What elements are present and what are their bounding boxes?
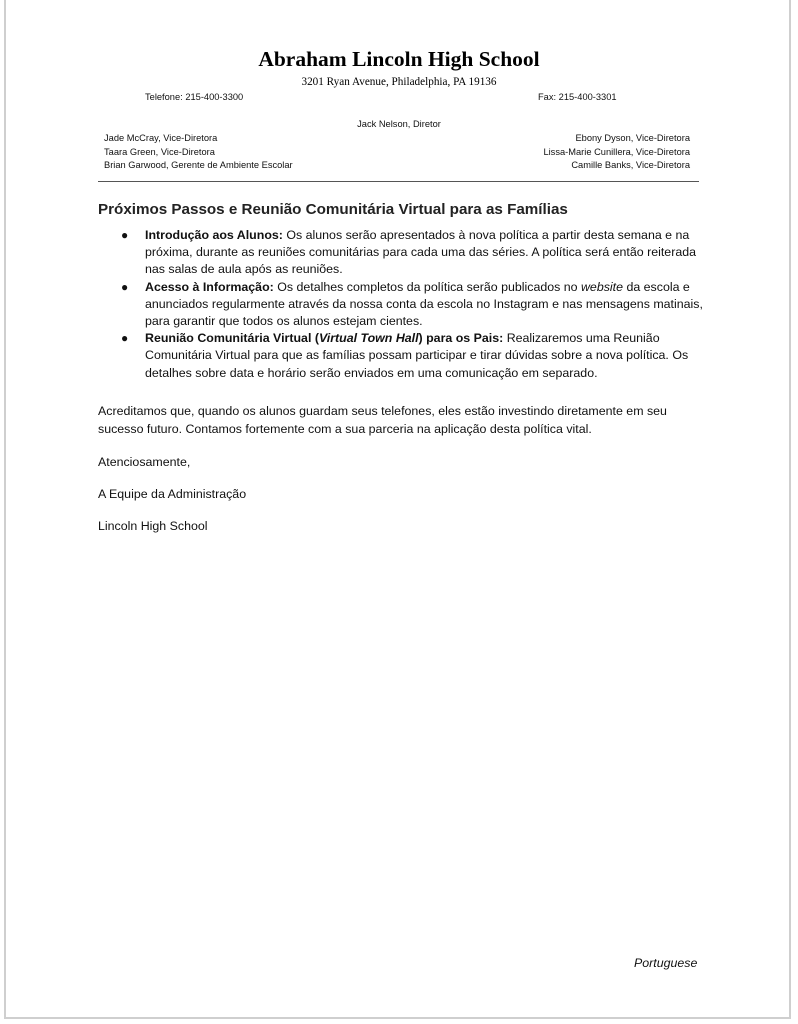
school-address: 3201 Ryan Avenue, Philadelphia, PA 19136 [301,76,497,88]
section-heading: Próximos Passos e Reunião Comunitária Virtual para as Famílias [98,201,568,218]
bullet-title-part: ) para os Pais: [418,331,504,346]
closing-paragraph: Acreditamos que, quando os alunos guardam seus telefones, eles estão investindo diretamente em seu sucesso futuro. Contamos fortemente com a sua parceria na aplicação desta política vital. [98,404,667,436]
staff-member: Camille Banks, Vice-Diretora [571,160,690,170]
staff-member: Brian Garwood, Gerente de Ambiente Escolar [104,160,293,170]
bullet-icon: ● [121,331,129,346]
bullet-title-italic: Virtual Town Hall [318,331,419,346]
language-label: Portuguese [634,956,698,970]
bullet-list [98,227,703,382]
bullet-icon: ● [121,228,129,242]
bullet-text: da escola e anunciados regularmente através da nossa conta da escola no Instagram e nas mensagens matinais, para garantir que todos os alunos estejam cientes. [145,279,703,329]
staff-list-left [104,132,293,173]
school-name: Abraham Lincoln High School [258,47,540,71]
staff-member: Ebony Dyson, Vice-Diretora [575,133,690,143]
bullet-icon: ● [121,279,129,294]
bullet-item [98,279,703,331]
signature-team: A Equipe da Administração [98,487,247,501]
bullet-text: Realizaremos uma Reunião Comunitária Virtual para que as famílias possam participar e tirar dúvidas sobre a nova política. Os detalhes sobre data e horário serão enviados em uma comunicação em separado. [145,331,689,380]
bullet-text: Os detalhes completos da política serão publicados no [273,279,581,294]
staff-member: Taara Green, Vice-Diretora [104,146,215,157]
closing-salutation: Atenciosamente, [98,455,191,469]
bullet-text-italic: website [580,279,623,294]
phone-number: Telefone: 215-400-3300 [145,92,244,102]
staff-member: Lissa-Marie Cunillera, Vice-Diretora [543,146,690,157]
fax-number: Fax: 215-400-3301 [538,92,617,102]
bullet-title: Introdução aos Alunos: [145,228,283,242]
bullet-text: Os alunos serão apresentados à nova política a partir desta semana e na próxima, durante as reuniões comunitárias para cada uma das séries. A política será então reiterada nas salas de aula após as reuniões. [145,228,697,277]
bullet-title [145,331,503,345]
letterhead-divider [98,181,699,182]
bullet-item [98,330,703,382]
staff-list-right [543,132,690,173]
signature-school: Lincoln High School [98,519,208,533]
director-name: Jack Nelson, Diretor [357,119,441,129]
bullet-item [98,227,703,279]
bullet-title: Acesso à Informação: [145,279,274,294]
bullet-title-part: Reunião Comunitária Virtual ( [145,331,319,346]
staff-member: Jade McCray, Vice-Diretora [104,133,218,143]
